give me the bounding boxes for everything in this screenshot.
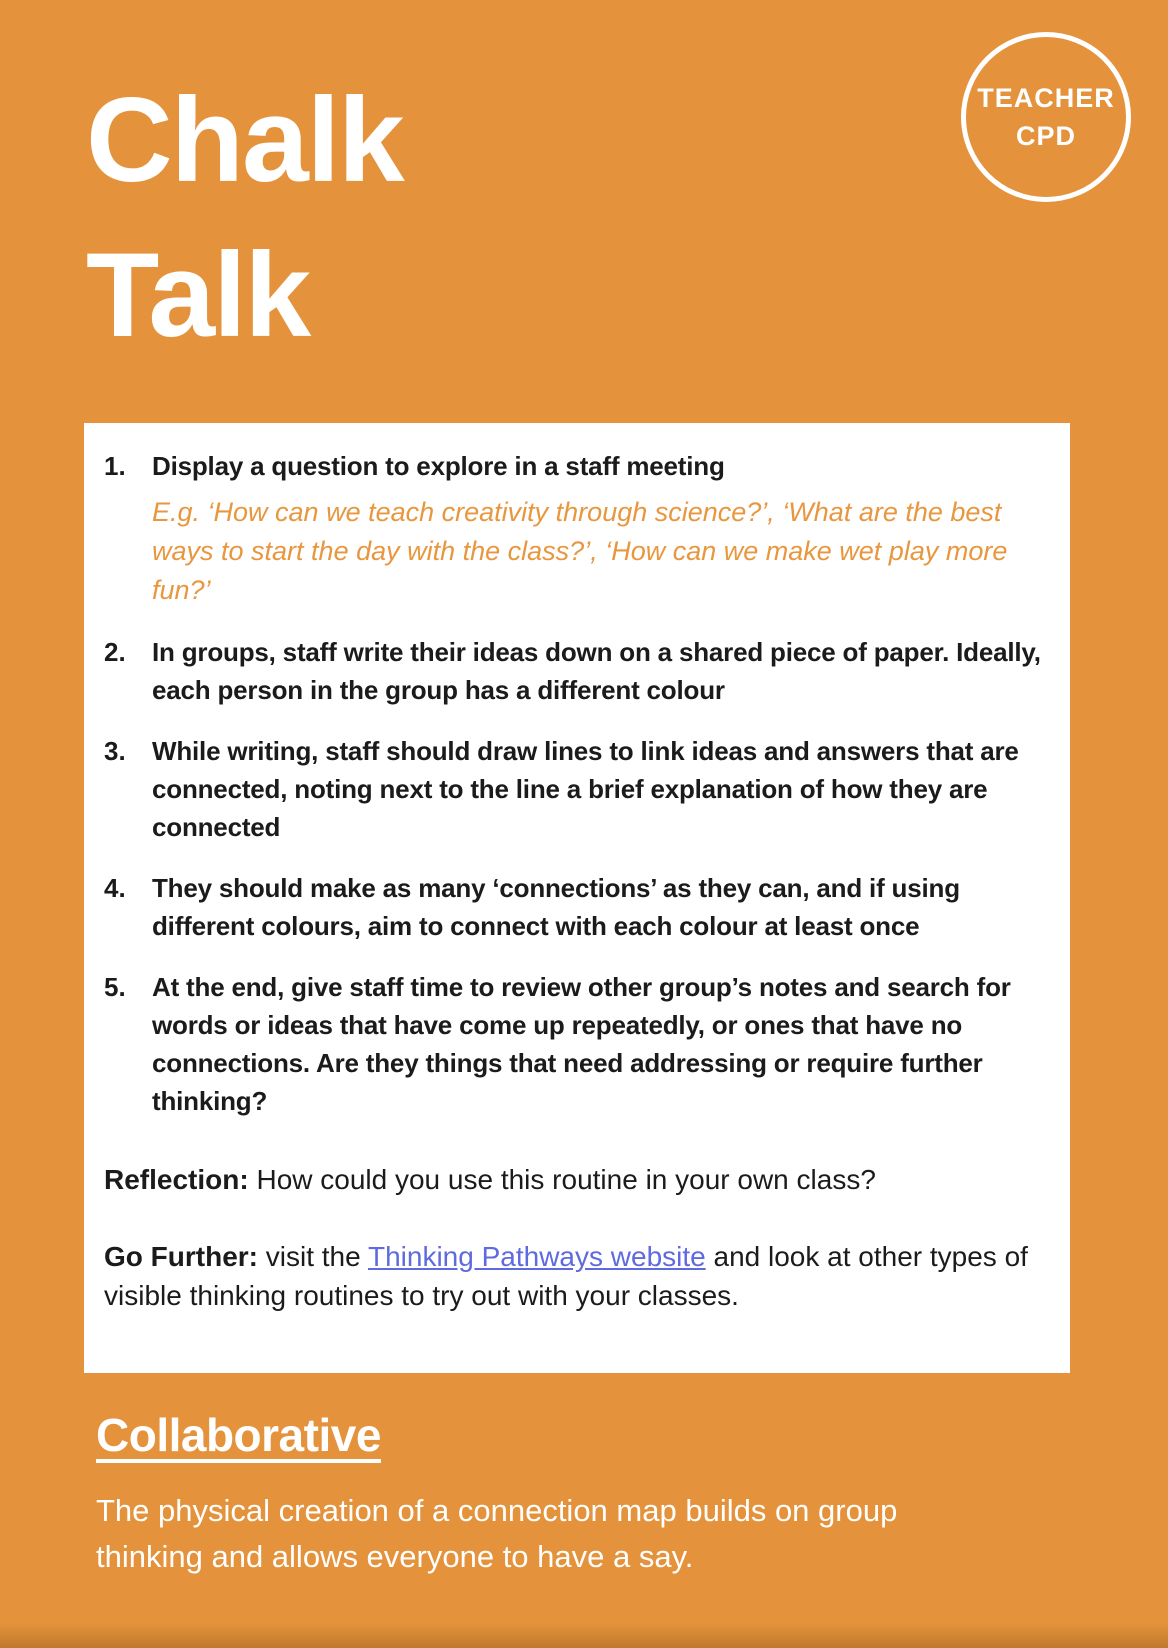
list-item	[104, 732, 1044, 846]
item-text: Display a question to explore in a staff meeting	[152, 451, 725, 481]
page-title-line1: Chalk	[86, 73, 403, 207]
go-further-label: Go Further:	[104, 1241, 258, 1272]
item-text: They should make as many ‘connections’ as they can, and if using different colours, aim to connect with each colour at least once	[152, 873, 960, 941]
list-item	[104, 447, 1044, 610]
item-number: 5.	[104, 972, 126, 1002]
instructions-card	[84, 423, 1070, 1373]
item-example-text: E.g. ‘How can we teach creativity through science?’, ‘What are the best ways to start the day with the class?’, ‘How can we make wet play more fun?’	[152, 497, 1008, 605]
list-item	[104, 869, 1044, 945]
collaborative-heading: Collaborative	[96, 1409, 381, 1461]
reflection-text: How could you use this routine in your own class?	[248, 1164, 876, 1195]
badge-line1: TEACHER	[977, 83, 1115, 113]
collaborative-description: The physical creation of a connection map builds on group thinking and allows everyone to have a say.	[96, 1493, 898, 1574]
reflection-paragraph	[104, 1160, 1044, 1199]
go-further-paragraph	[104, 1237, 1044, 1315]
item-text: While writing, staff should draw lines to link ideas and answers that are connected, noting next to the line a brief explanation of how they are connected	[152, 736, 1019, 842]
item-number: 1.	[104, 451, 126, 481]
item-number: 2.	[104, 637, 126, 667]
badge-line2: CPD	[1015, 121, 1076, 151]
item-number: 4.	[104, 873, 126, 903]
teacher-cpd-badge	[961, 32, 1131, 202]
list-item	[104, 633, 1044, 709]
page-title-line2: Talk	[86, 228, 310, 362]
go-further-post-text: and look at other types of visible thinking routines to try out with your classes.	[104, 1241, 1028, 1311]
thinking-pathways-link[interactable]: Thinking Pathways website	[367, 1241, 706, 1272]
bottom-shadow-strip	[0, 1624, 1168, 1648]
item-text: At the end, give staff time to review other group’s notes and search for words or ideas that have come up repeatedly, or ones that have no connections. Are they things that need addressing or require further thinking?	[152, 972, 1011, 1116]
go-further-pre-text: visit the	[258, 1241, 368, 1272]
reflection-label: Reflection:	[104, 1164, 249, 1195]
item-number: 3.	[104, 736, 126, 766]
item-text: In groups, staff write their ideas down on a shared piece of paper. Ideally, each person in the group has a different colour	[152, 637, 1041, 705]
list-item	[104, 968, 1044, 1120]
